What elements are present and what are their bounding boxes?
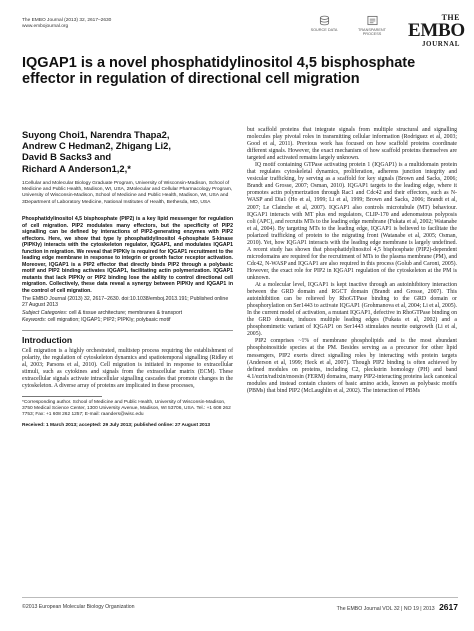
logo-the: THE [441, 13, 460, 22]
source-data-label: SOURCE DATA [310, 28, 338, 32]
section-divider [22, 330, 233, 331]
source-data-badge[interactable] [306, 15, 342, 32]
keywords-label: Keywords: [22, 317, 47, 324]
copyright-notice: ©2013 European Molecular Biology Organization [22, 604, 135, 610]
header-icons [306, 15, 400, 45]
page-number: 2617 [439, 602, 458, 612]
subject-categories-value: cell & tissue architecture; membranes & transport [67, 309, 183, 316]
received-dates: Received: 1 March 2013; accepted: 29 July 2013; published online: 27 August 2013 [22, 423, 211, 429]
body-paragraph: IQ motif containing GTPase activating protein 1 (IQGAP1) is a multidomain protein that regulates cytoskeletal dynamics, proliferation, adherens junction integrity and vesicular trafficking, by serving as a scaffold for key signals (Brown and Sacks, 2006; Brandt and Grosse, 2007; Osman, 2010). IQGAP1 targets to the leading edge, where it promotes actin polymerization through Rac1 and Cdc42 and their effectors, such as N-WASP and Dia1 (Ho et al, 1999; Li et al, 1999; Brown and Sacks, 2006; Brandt et al, 2007; Le Clainche et al, 2007). IQGAP1 also controls microtubule (MT) behaviour. IQGAP1 interacts with MT plus end regulators, CLIP-170 and adenomatous polyposis coli (APC), and recruits MTs to the leading edge membrane (Fukata et al, 2002; Watanabe et al, 2004). By targeting MTs to the leading edge, IQGAP1 is believed to facilitate the polarized trafficking of protein to the migrating front (Watanabe et al, 2005; Osman, 2010). Yet, how IQGAP1 interacts with the leading edge membrane is largely undefined. A recent study has shown that phosphatidylinositol 4,5 bisphosphate (PIP2)-dependent microdomains are required for the recruitment of MTs to the plasma membrane (PM), and Cdc42, N-WASP and IQGAP1 are also required in this process (Golub and Caroni, 2005). However, the exact role for PIP2 in IQGAP1 regulation of the cytoskeleton at the PM is unknown. [247, 162, 457, 281]
subject-categories-label: Subject Categories: [22, 309, 68, 316]
footnote-divider [22, 396, 102, 397]
left-column [22, 129, 233, 429]
correspondence-note: *Corresponding author. School of Medicine and Public Health, University of Wisconsin-Madison, 3750 Medical Science Center, 1300 University Avenue, Madison, WI 53706, USA. Tel.: +1 608 262 7753; Fax: +1 608 262 1257; E-mail: raanders@wisc.edu [22, 400, 231, 418]
author-line: David B Sacks3 and [22, 151, 112, 163]
transparent-process-label: TRANSPARENT PROCESS [358, 28, 386, 37]
author-line: Richard A Anderson1,2,* [22, 162, 131, 174]
source-data-icon [319, 15, 330, 26]
transparent-process-badge[interactable] [354, 15, 390, 37]
page-footer [337, 602, 458, 612]
body-paragraph: PIP2 comprises ~1% of membrane phospholipids and is the most abundant phosphoinositide species at the PM. Besides serving as a precursor for other lipid messengers, PIP2 exerts direct signalling roles by interacting with protein targets (Anderson et al, 1999; Heck et al, 2007). Though PIP2 binding is often achieved by defined modules on proteins, including C2, pleckstrin homology (PH) and band 4.1/ezrin/radixin/moesin (FERM) domains, many PIP2-interacting proteins lack canonical modules and instead contain clusters of basic amino acids, known as polybasic motifs (PBMs) that bind PIP2 (McLaughlin et al, 2002). The interaction of PBMs [247, 338, 457, 394]
logo-journal: JOURNAL [421, 40, 460, 48]
author-line: Andrew C Hedman2, Zhigang Li2, [22, 140, 171, 152]
journal-citation-line: The EMBO Journal (2013) 32, 2617–2630 [22, 18, 112, 23]
abstract: Phosphatidylinositol 4,5 bisphosphate (PIP2) is a key lipid messenger for regulation of cell migration. PIP2 modulates many effectors, but the specificity of PIP2 signalling can be defined by interactions of PIP2-generating enzymes with PIP2 effectors. Here, we show that type Iγ phosphatidylinositol 4-phosphate 5-kinase (PIPKIγ) interacts with the cytoskeleton regulator, IQGAP1, and modulates IQGAP1 function in migration. We reveal that PIPKIγ is required for IQGAP1 recruitment to the leading edge membrane in response to integrin or growth factor receptor activation. Moreover, IQGAP1 is a PIP2 effector that directly binds PIP2 through a polybasic motif and PIP2 binding activates IQGAP1, facilitating actin polymerization. IQGAP1 mutants that lack PIPKIγ or PIP2 binding lose the ability to control directional cell migration. Collectively, these data reveal a synergy between PIPKIγ and IQGAP1 in the control of cell migration. [22, 216, 233, 295]
keywords-value: cell migration; IQGAP1; PIP2; PIPKIγ; polybasic motif [46, 317, 171, 324]
author-list [22, 129, 233, 174]
logo-embo: EMBO [408, 20, 465, 41]
journal-website[interactable]: www.embojournal.org [22, 24, 69, 30]
journal-header [22, 18, 111, 31]
right-column [247, 127, 457, 395]
affiliations: 1Cellular and Molecular Biology Graduate Program, University of Wisconsin-Madison, School of Medicine and Public Health, Madison, WI, USA, 2Molecular and Cellular Pharmacology Program, University of Wisconsin-Madison, School of Medicine and Public Health, Madison, WI, USA and 3Department of Laboratory Medicine, National Institutes of Health, Bethesda, MD, USA [22, 180, 233, 205]
citation-info: The EMBO Journal (2013) 32, 2617–2630. doi:10.1038/emboj.2013.191; Published online 27 August 2013 [22, 295, 229, 309]
subject-categories [22, 310, 233, 317]
embo-journal-logo[interactable] [408, 13, 465, 53]
body-paragraph: At a molecular level, IQGAP1 is kept inactive through an autoinhibitory interaction between the GRD domain and RGCT domain (Brandt and Grosse, 2007). This autoinhibition can be relieved by RhoGTPase binding to the GRD domain or phosphorylation on Ser1443 to activate IQGAP1 (Grohmanova et al, 2004; Li et al, 2005). In the current model of activation, a mutant IQGAP1, defective in RhoGTPase binding on the GRD domain, induces multiple leading edges (Fukata et al, 2002) and a phosphomimetic variant of IQGAP1 on Ser1443 stimulates neurite outgrowth (Li et al, 2005). [247, 282, 457, 338]
author-line: Suyong Choi1, Narendra Thapa2, [22, 129, 170, 140]
introduction-heading: Introduction [22, 334, 73, 345]
transparent-process-icon [367, 15, 378, 26]
footer-journal: The EMBO Journal [336, 606, 381, 612]
article-title: IQGAP1 is a novel phosphatidylinositol 4,5 bisphosphate effector in regulation of directional cell migration [22, 55, 416, 87]
footer-divider [22, 597, 458, 598]
body-paragraph: but scaffold proteins that integrate signals from multiple structural and signalling molecules play pivotal roles in transmitting cellular information (Rodriguez et al, 2003; Good et al, 2011). Previous work has focused on how scaffold proteins coordinate different signals. However, the exact mechanism of how scaffold proteins themselves are targeted and activated remains largely unknown. [247, 127, 457, 162]
keywords [22, 317, 233, 324]
footer-volume: VOL 32 | NO 19 | 2013 [382, 606, 435, 612]
introduction-paragraph: Cell migration is a highly orchestrated, multistep process requiring the establishment of polarity, the regulation of cytoskeleton dynamics and spatiotemporal signalling (Ridley et al, 2003; Parsons et al, 2010). Cell migration is initiated in response to extracellular stimuli, such as cytokines and signals from the extracellular matrix (ECM). These extracellular signals activate intracellular signalling cascades that promote changes in the cytoskeleton. A diverse array of proteins are implicated in these processes, [22, 347, 233, 389]
